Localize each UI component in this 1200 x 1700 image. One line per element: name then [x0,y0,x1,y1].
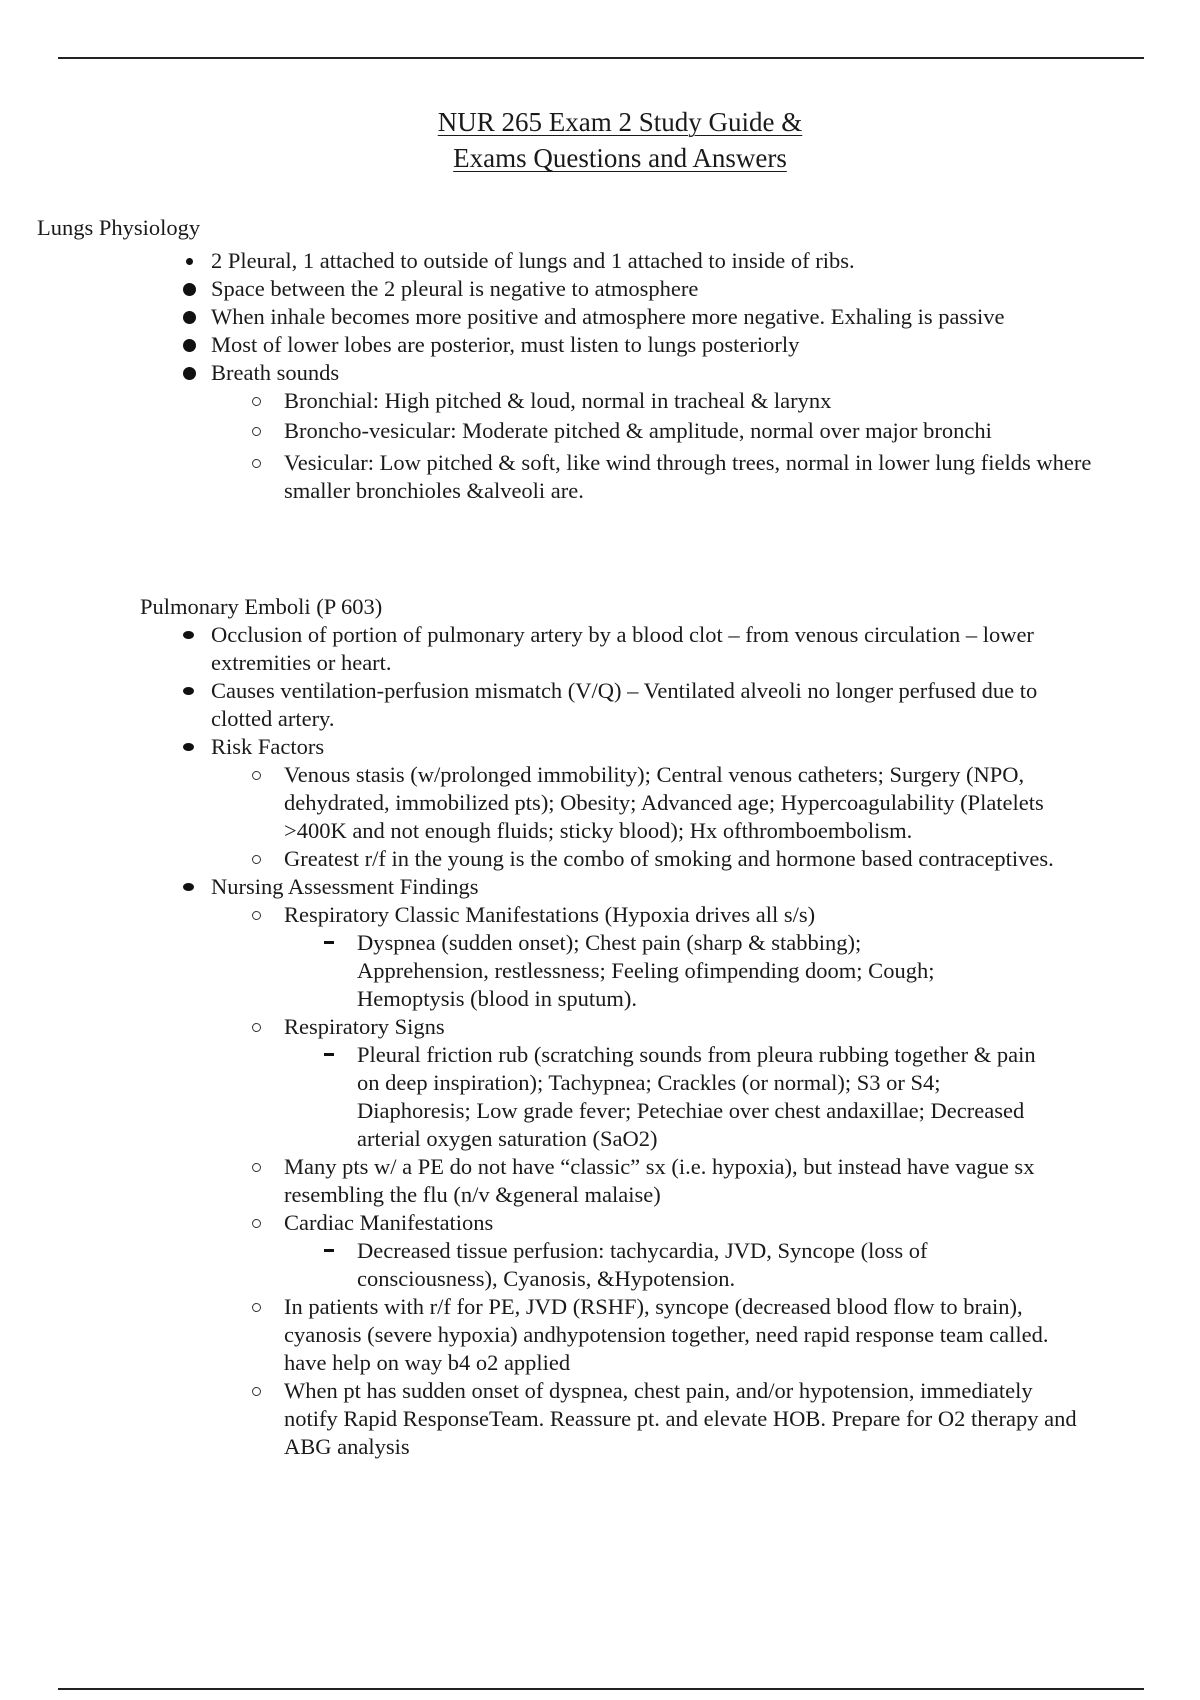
circle-bullet-icon [252,911,261,920]
circle-bullet-icon [252,1023,261,1032]
bullet-icon [186,258,193,265]
circle-bullet-icon [252,1387,261,1396]
dash-bullet-icon [324,941,334,944]
list-item: Decreased tissue perfusion: tachycardia, JVD, Syncope (loss of consciousness), Cyanosis, &Hypotension. [357,1237,957,1293]
list-item: Respiratory Signs [284,1013,1124,1041]
title-line-1: NUR 265 Exam 2 Study Guide & [437,107,803,137]
circle-bullet-icon [252,459,261,468]
dash-bullet-icon [324,1249,334,1252]
list-item: Risk Factors [211,733,1123,761]
list-item: Nursing Assessment Findings [211,873,1123,901]
list-item: Occlusion of portion of pulmonary artery by a blood clot – from venous circulation – lower extremities or heart. [211,621,1123,677]
list-item: Bronchial: High pitched & loud, normal in tracheal & larynx [284,387,1124,415]
circle-bullet-icon [252,427,261,436]
pulmonary-emboli-heading: Pulmonary Emboli (P 603) [140,594,383,619]
circle-bullet-icon [252,771,261,780]
circle-bullet-icon [252,1219,261,1228]
pulmonary-emboli-list [0,621,1200,1461]
list-item: Space between the 2 pleural is negative to atmosphere [211,275,1091,303]
document-title [0,104,1200,176]
bullet-icon [183,743,194,751]
list-item: Causes ventilation-perfusion mismatch (V/Q) – Ventilated alveoli no longer perfused due to clotted artery. [211,677,1051,733]
list-item: Venous stasis (w/prolonged immobility); Central venous catheters; Surgery (NPO, dehydrated, immobilized pts); Obesity; Advanced age; Hypercoagulability (Platelets >400K and not enough fluids; sticky blood); Hx ofthromboembolism. [284,761,1084,845]
bullet-icon [183,631,194,639]
circle-bullet-icon [252,1163,261,1172]
dash-bullet-icon [324,1053,334,1056]
bottom-rule [58,1688,1144,1690]
list-item: Vesicular: Low pitched & soft, like wind through trees, normal in lower lung fields where smaller bronchioles &alveoli are. [284,449,1124,505]
list-item: Greatest r/f in the young is the combo of smoking and hormone based contraceptives. [284,845,1064,873]
list-item: When pt has sudden onset of dyspnea, chest pain, and/or hypotension, immediately notify Rapid ResponseTeam. Reassure pt. and elevate HOB. Prepare for O2 therapy and ABG analysis [284,1377,1084,1461]
list-item: When inhale becomes more positive and atmosphere more negative. Exhaling is passive [211,303,1091,331]
lungs-physiology-heading: Lungs Physiology [37,215,201,240]
list-item: Most of lower lobes are posterior, must listen to lungs posteriorly [211,331,1091,359]
bullet-icon [183,311,196,324]
list-item: Respiratory Classic Manifestations (Hypoxia drives all s/s) [284,901,1124,929]
list-item: Cardiac Manifestations [284,1209,1124,1237]
bullet-icon [183,339,196,352]
list-item: Many pts w/ a PE do not have “classic” sx (i.e. hypoxia), but instead have vague sx resembling the flu (n/v &general malaise) [284,1153,1104,1209]
bullet-icon [183,883,194,891]
lungs-physiology-list [0,247,1200,505]
list-item: 2 Pleural, 1 attached to outside of lungs and 1 attached to inside of ribs. [211,247,1091,275]
list-item: Broncho-vesicular: Moderate pitched & amplitude, normal over major bronchi [284,417,1064,445]
list-item: Pleural friction rub (scratching sounds from pleura rubbing together & pain on deep inspiration); Tachypnea; Crackles (or normal); S3 or S4; Diaphoresis; Low grade fever; Petechiae over chest andaxillae; Decreased arterial oxygen saturation (SaO2) [357,1041,1037,1153]
bullet-icon [183,687,194,695]
circle-bullet-icon [252,397,261,406]
top-rule [58,57,1144,59]
list-item: In patients with r/f for PE, JVD (RSHF), syncope (decreased blood flow to brain), cyanosis (severe hypoxia) andhypotension together, need rapid response team called. have help on way b4 o2 applied [284,1293,1084,1377]
list-item: Breath sounds [211,359,1091,387]
bullet-icon [183,367,196,380]
bullet-icon [183,283,196,296]
circle-bullet-icon [252,1303,261,1312]
circle-bullet-icon [252,855,261,864]
title-line-2: Exams Questions and Answers [453,143,787,173]
list-item: Dyspnea (sudden onset); Chest pain (sharp & stabbing); Apprehension, restlessness; Feeling ofimpending doom; Cough; Hemoptysis (blood in sputum). [357,929,957,1013]
